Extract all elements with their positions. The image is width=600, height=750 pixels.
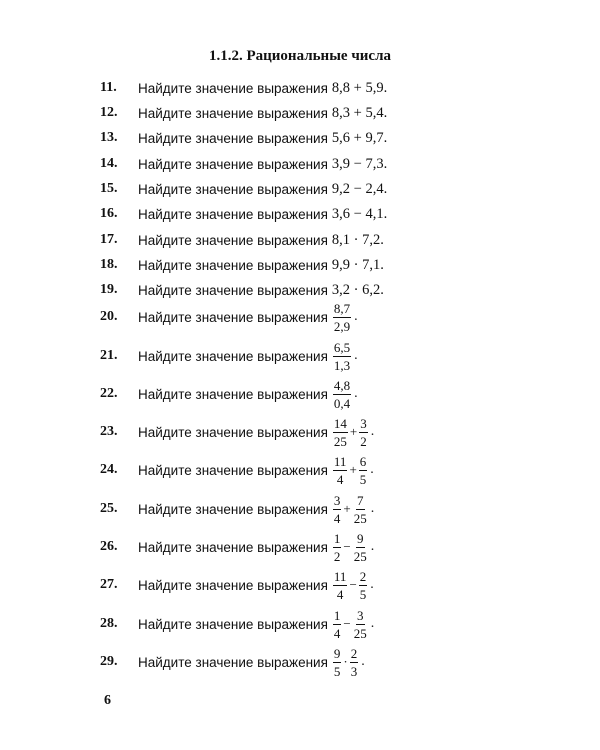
- problem-number: 21.: [100, 348, 118, 363]
- fraction-denominator: 4: [333, 625, 341, 641]
- problem-number: 25.: [100, 501, 118, 516]
- period: .: [370, 616, 375, 631]
- operator-sign: +: [349, 424, 358, 439]
- fraction-numerator: 14: [333, 415, 347, 431]
- fraction-expression: [332, 455, 374, 486]
- problem-prompt: Найдите значение выражения: [138, 105, 328, 121]
- problem-prompt: Найдите значение выражения: [138, 130, 328, 146]
- period: .: [370, 539, 375, 554]
- problem-prompt: Найдите значение выражения: [138, 577, 328, 593]
- fraction-numerator: 9: [357, 530, 364, 546]
- problem-number: 13.: [100, 130, 118, 145]
- fraction: [350, 647, 359, 678]
- operator-sign: ·: [343, 654, 348, 669]
- problem-prompt: Найдите значение выражения: [138, 257, 328, 273]
- problem-expression: 3,9 − 7,3.: [331, 155, 388, 172]
- problem-number: 14.: [100, 156, 118, 171]
- problem-prompt: Найдите значение выражения: [138, 156, 328, 172]
- fraction-expression: [332, 417, 374, 448]
- problem-expression: 9,2 − 2,4.: [331, 180, 388, 197]
- fraction-denominator: 25: [353, 548, 367, 564]
- fraction-numerator: 2: [350, 645, 358, 661]
- period: .: [370, 462, 374, 477]
- fraction-denominator: 0,4: [333, 395, 351, 411]
- fraction-expression: [332, 609, 374, 640]
- problem-prompt: Найдите значение выражения: [138, 424, 328, 440]
- fraction-denominator: 3: [350, 663, 358, 679]
- fraction-numerator: 9: [333, 645, 341, 661]
- fraction-numerator: 3: [360, 415, 367, 431]
- fraction-numerator: 6: [359, 453, 367, 469]
- problem-prompt: Найдите значение выражения: [138, 282, 328, 298]
- problem-expression: 8,3 + 5,4.: [331, 104, 388, 121]
- problem-item: [100, 567, 374, 603]
- problem-number: 27.: [100, 577, 118, 592]
- problem-expression: 8,1 · 7,2.: [331, 231, 384, 248]
- fraction-denominator: 2: [360, 433, 367, 449]
- fraction-expression: [332, 532, 374, 563]
- fraction: [359, 417, 368, 448]
- fraction-expression: [332, 379, 358, 410]
- fraction-numerator: 7: [357, 492, 364, 508]
- problem-number: 17.: [100, 232, 118, 247]
- fraction-denominator: 1,3: [333, 357, 351, 373]
- problem-prompt: Найдите значение выражения: [138, 181, 328, 197]
- problem-prompt: Найдите значение выражения: [138, 232, 328, 248]
- fraction-denominator: 2,9: [333, 318, 351, 334]
- section-title: 1.1.2. Рациональные числа: [208, 48, 391, 64]
- operator-sign: −: [349, 577, 357, 592]
- fraction-numerator: 11: [333, 453, 347, 469]
- page-number: 6: [104, 693, 111, 708]
- problem-number: 16.: [100, 206, 118, 221]
- problem-number: 19.: [100, 282, 118, 297]
- period: .: [354, 309, 358, 324]
- fraction-numerator: 11: [333, 568, 347, 584]
- problem-prompt: Найдите значение выражения: [138, 309, 328, 325]
- problem-item: [100, 529, 374, 565]
- fraction: [353, 609, 368, 640]
- fraction: [333, 302, 351, 333]
- problem-prompt: Найдите значение выражения: [138, 206, 328, 222]
- fraction-numerator: 2: [359, 568, 367, 584]
- problem-item: [100, 491, 374, 527]
- problem-item: [100, 414, 374, 450]
- problem-number: 20.: [100, 309, 118, 324]
- period: .: [370, 577, 374, 592]
- problem-item: [100, 338, 358, 374]
- problem-prompt: Найдите значение выражения: [138, 80, 328, 96]
- fraction-denominator: 4: [336, 471, 344, 487]
- fraction-denominator: 5: [359, 586, 367, 602]
- problem-item: [100, 644, 365, 680]
- period: .: [361, 654, 365, 669]
- problem-expression: 8,8 + 5,9.: [331, 79, 388, 96]
- fraction-expression: [332, 570, 374, 601]
- problem-expression: 3,6 − 4,1.: [331, 205, 388, 222]
- fraction: [333, 532, 342, 563]
- problem-prompt: Найдите значение выражения: [138, 462, 328, 478]
- fraction: [333, 570, 348, 601]
- fraction-denominator: 4: [336, 586, 344, 602]
- fraction-denominator: 25: [353, 510, 367, 526]
- fraction-expression: [332, 647, 365, 678]
- fraction-numerator: 1: [333, 607, 341, 623]
- problem-item: [100, 606, 374, 642]
- fraction-expression: [332, 302, 358, 333]
- problem-prompt: Найдите значение выражения: [138, 501, 328, 517]
- problem-prompt: Найдите значение выражения: [138, 348, 328, 364]
- problem-number: 29.: [100, 654, 118, 669]
- fraction: [359, 455, 368, 486]
- fraction-expression: [332, 494, 374, 525]
- problem-number: 22.: [100, 386, 118, 401]
- fraction-numerator: 3: [357, 607, 364, 623]
- fraction-denominator: 4: [333, 510, 341, 526]
- fraction-numerator: 6,5: [333, 339, 351, 355]
- problem-prompt: Найдите значение выражения: [138, 386, 328, 402]
- fraction: [333, 609, 342, 640]
- period: .: [354, 386, 358, 401]
- problem-number: 23.: [100, 424, 118, 439]
- fraction-numerator: 3: [333, 492, 341, 508]
- fraction: [353, 532, 368, 563]
- operator-sign: −: [343, 616, 351, 631]
- fraction-numerator: 4,8: [333, 377, 351, 393]
- fraction: [333, 647, 342, 678]
- problem-expression: 3,2 · 6,2.: [331, 281, 384, 298]
- operator-sign: +: [349, 462, 357, 477]
- fraction-denominator: 25: [353, 625, 367, 641]
- fraction-denominator: 5: [359, 471, 367, 487]
- fraction-numerator: 8,7: [333, 300, 351, 316]
- problem-number: 28.: [100, 616, 118, 631]
- operator-sign: −: [343, 539, 351, 554]
- fraction: [333, 379, 351, 410]
- problem-number: 24.: [100, 462, 118, 477]
- fraction-denominator: 2: [333, 548, 341, 564]
- period: .: [354, 348, 358, 363]
- problem-prompt: Найдите значение выражения: [138, 539, 328, 555]
- period: .: [370, 424, 375, 439]
- problem-number: 11.: [100, 80, 117, 95]
- fraction-numerator: 1: [333, 530, 341, 546]
- fraction-denominator: 5: [333, 663, 341, 679]
- problem-expression: 9,9 · 7,1.: [331, 256, 384, 273]
- problem-item: [100, 376, 358, 412]
- problem-number: 15.: [100, 181, 118, 196]
- problem-number: 12.: [100, 105, 118, 120]
- problem-prompt: Найдите значение выражения: [138, 616, 328, 632]
- problem-item: [100, 299, 358, 335]
- problem-number: 18.: [100, 257, 118, 272]
- problem-number: 26.: [100, 539, 118, 554]
- period: .: [370, 501, 375, 516]
- fraction-expression: [332, 341, 358, 372]
- fraction: [333, 417, 348, 448]
- problem-prompt: Найдите значение выражения: [138, 654, 328, 670]
- fraction: [353, 494, 368, 525]
- fraction: [333, 494, 342, 525]
- fraction: [333, 341, 351, 372]
- problem-item: [100, 452, 374, 488]
- fraction-denominator: 25: [333, 433, 347, 449]
- fraction: [359, 570, 368, 601]
- fraction: [333, 455, 348, 486]
- problem-expression: 5,6 + 9,7.: [331, 129, 388, 146]
- operator-sign: +: [343, 501, 351, 516]
